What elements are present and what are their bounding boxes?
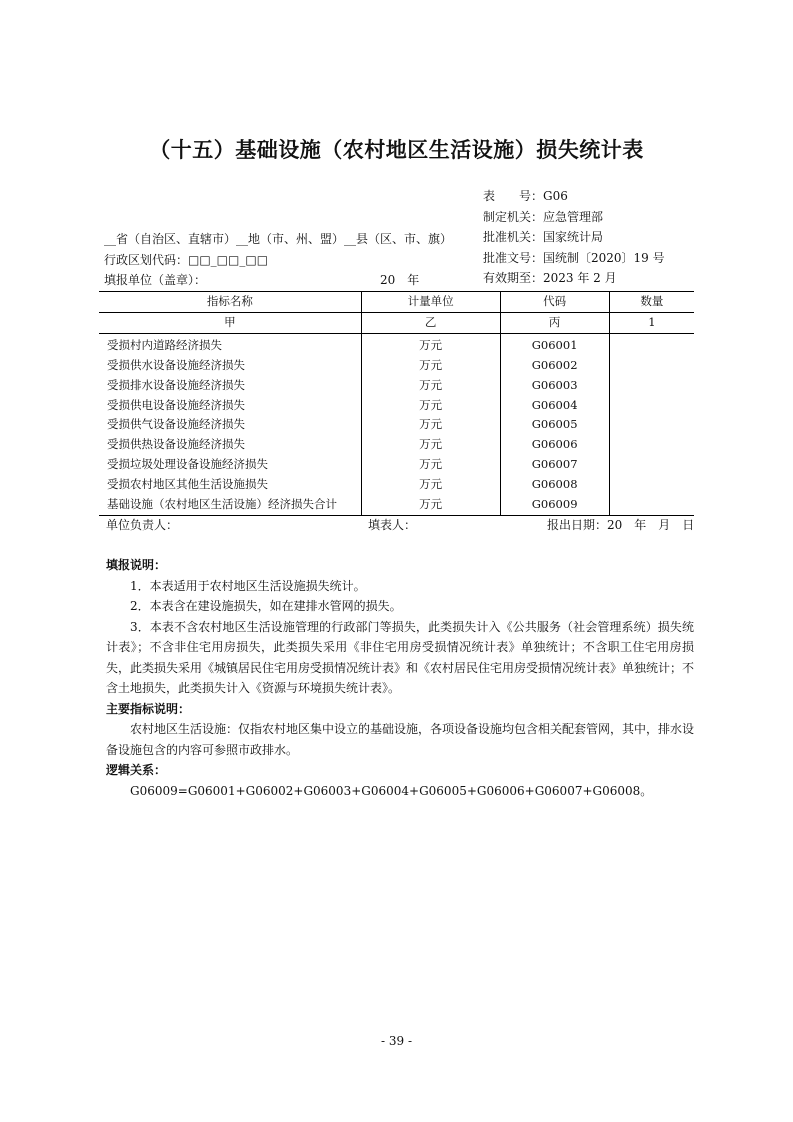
quantity-cell[interactable] bbox=[609, 333, 694, 355]
region-code: 行政区划代码：□□_□□_□□ bbox=[104, 252, 269, 267]
region-fill-line: __省（自治区、直辖市）__地（市、州、盟）__县（区、市、旗） bbox=[104, 232, 453, 246]
indicator-unit: 万元 bbox=[361, 475, 500, 495]
indicator-code: G06001 bbox=[500, 333, 609, 355]
indicator-name: 受损垃圾处理设备设施经济损失 bbox=[99, 455, 361, 475]
indicator-code: G06009 bbox=[500, 495, 609, 515]
quantity-cell[interactable] bbox=[609, 455, 694, 475]
table-row bbox=[99, 455, 694, 475]
indicator-name: 受损排水设备设施经济损失 bbox=[99, 376, 361, 396]
indicator-unit: 万元 bbox=[361, 495, 500, 515]
indicator-code: G06008 bbox=[500, 475, 609, 495]
fill-instructions-heading: 填报说明： bbox=[106, 558, 167, 572]
quantity-cell[interactable] bbox=[609, 415, 694, 435]
table-row bbox=[99, 415, 694, 435]
table-row bbox=[99, 396, 694, 416]
quantity-cell[interactable] bbox=[609, 396, 694, 416]
indicator-unit: 万元 bbox=[361, 333, 500, 355]
form-number: 表 号：G06 bbox=[483, 189, 568, 203]
table-row bbox=[99, 356, 694, 376]
indicator-name: 受损村内道路经济损失 bbox=[99, 333, 361, 355]
quantity-cell[interactable] bbox=[609, 475, 694, 495]
indicator-code: G06006 bbox=[500, 435, 609, 455]
indicator-name: 受损农村地区其他生活设施损失 bbox=[99, 475, 361, 495]
indicator-notes-heading: 主要指标说明： bbox=[106, 701, 191, 716]
notes-section bbox=[106, 555, 694, 801]
quantity-cell[interactable] bbox=[609, 435, 694, 455]
table-row-total bbox=[99, 495, 694, 515]
indicator-unit: 万元 bbox=[361, 415, 500, 435]
column-letter: 乙 bbox=[361, 312, 500, 333]
table-row bbox=[99, 376, 694, 396]
indicator-code: G06003 bbox=[500, 376, 609, 396]
issuing-authority: 制定机关：应急管理部 bbox=[483, 209, 604, 224]
logic-formula: G06009=G06001+G06002+G06003+G06004+G06005+G06006+G06007+G06008。 bbox=[130, 783, 653, 798]
page-number: - 39 - bbox=[380, 1034, 412, 1048]
indicator-unit: 万元 bbox=[361, 376, 500, 396]
quantity-cell[interactable] bbox=[609, 356, 694, 376]
header-quantity: 数量 bbox=[609, 292, 694, 313]
report-date-label: 报出日期：20 年 月 日 bbox=[547, 518, 695, 532]
fill-instruction-item: 2．本表含在建设施损失，如在建排水管网的损失。 bbox=[130, 599, 402, 613]
approving-authority: 批准机关：国家统计局 bbox=[483, 230, 604, 244]
fill-instruction-item: 3．本表不含农村地区生活设施管理的行政部门等损失，此类损失计入《公共服务（社会管理系统）损失统计表》；不含非住宅用房损失，此类损失采用《非住宅用房受损情况统计表》单独统计；不含职工住宅用房损失，此类损失采用《城镇居民住宅用房受损情况统计表》和《农村居民住宅用房受损情况统计表》单独统计；不含土地损失，此类损失计入《资源与环境损失统计表》。 bbox=[106, 619, 695, 695]
column-letter: 丙 bbox=[500, 312, 609, 333]
indicator-code: G06007 bbox=[500, 455, 609, 475]
column-letter-row bbox=[99, 312, 694, 333]
table-row bbox=[99, 475, 694, 495]
indicator-name: 基础设施（农村地区生活设施）经济损失合计 bbox=[99, 495, 361, 515]
filler-label: 填表人： bbox=[368, 518, 417, 532]
table-row bbox=[99, 435, 694, 455]
header-indicator-name: 指标名称 bbox=[99, 292, 361, 313]
indicator-name: 受损供电设备设施经济损失 bbox=[99, 396, 361, 416]
loss-statistics-table bbox=[99, 291, 694, 516]
page-title: （十五）基础设施（农村地区生活设施）损失统计表 bbox=[149, 138, 644, 162]
year-field: 20 年 bbox=[380, 273, 420, 287]
indicator-code: G06005 bbox=[500, 415, 609, 435]
valid-until: 有效期至：2023 年 2 月 bbox=[483, 271, 617, 285]
approval-number: 批准文号：国统制〔2020〕19 号 bbox=[483, 250, 665, 265]
indicator-notes-text: 农村地区生活设施：仅指农村地区集中设立的基础设施，各项设备设施均包含相关配套管网，其中，排水设备设施包含的内容可参照市政排水。 bbox=[106, 722, 695, 757]
table-row bbox=[99, 333, 694, 355]
indicator-unit: 万元 bbox=[361, 396, 500, 416]
indicator-code: G06004 bbox=[500, 396, 609, 416]
logic-heading: 逻辑关系： bbox=[106, 763, 167, 777]
indicator-unit: 万元 bbox=[361, 356, 500, 376]
indicator-name: 受损供热设备设施经济损失 bbox=[99, 435, 361, 455]
column-letter: 甲 bbox=[99, 312, 361, 333]
column-letter: 1 bbox=[609, 312, 694, 333]
quantity-cell[interactable] bbox=[609, 376, 694, 396]
unit-responsible-label: 单位负责人： bbox=[106, 518, 179, 532]
indicator-name: 受损供水设备设施经济损失 bbox=[99, 356, 361, 376]
indicator-unit: 万元 bbox=[361, 455, 500, 475]
header-code: 代码 bbox=[500, 292, 609, 313]
header-unit: 计量单位 bbox=[361, 292, 500, 313]
indicator-unit: 万元 bbox=[361, 435, 500, 455]
fill-instruction-item: 1．本表适用于农村地区生活设施损失统计。 bbox=[130, 578, 366, 593]
form-meta-info bbox=[483, 186, 665, 289]
indicator-code: G06002 bbox=[500, 356, 609, 376]
table-header-row bbox=[99, 292, 694, 313]
indicator-name: 受损供气设备设施经济损失 bbox=[99, 415, 361, 435]
quantity-cell[interactable] bbox=[609, 495, 694, 515]
reporting-unit: 填报单位（盖章）： bbox=[104, 273, 207, 287]
